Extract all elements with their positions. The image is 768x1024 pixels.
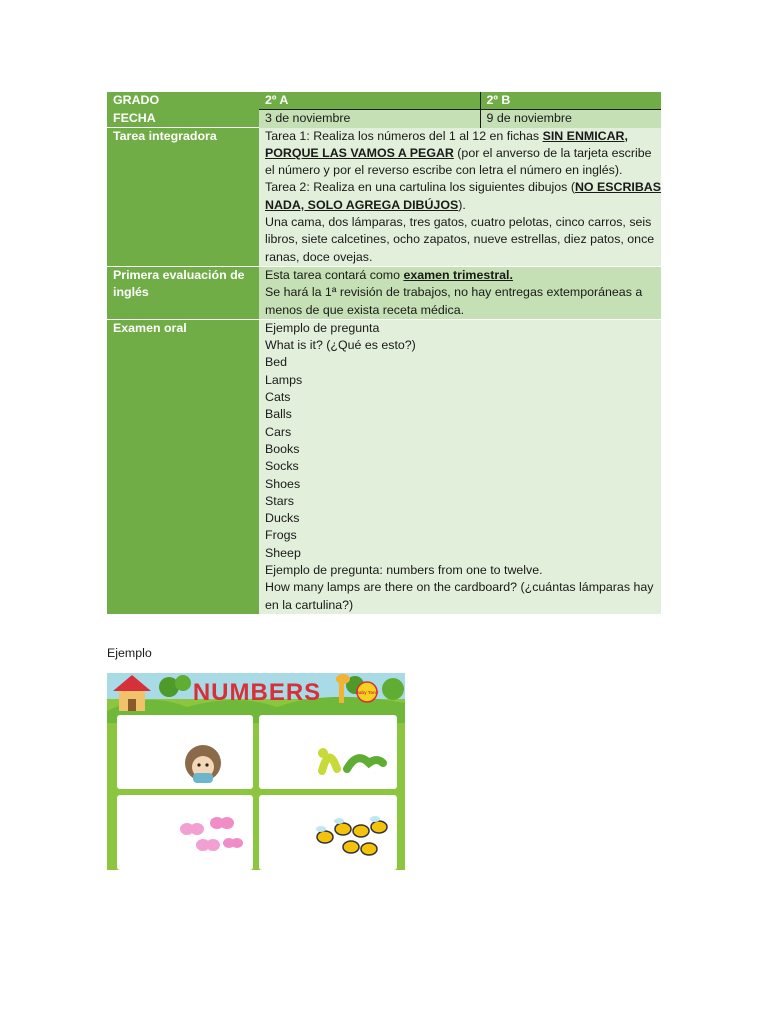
tarea-label: Tarea integradora: [107, 128, 259, 267]
oral-word: Sheep: [265, 545, 301, 560]
oral-word: Lamps: [265, 372, 303, 387]
badge-text: Baby Tony: [355, 690, 379, 695]
tarea-2-text: Tarea 2: Realiza en una cartulina los siguientes dibujos (: [265, 180, 575, 195]
row-grado: [107, 92, 661, 110]
tarea-1: [265, 128, 661, 180]
row-oral: [107, 319, 661, 614]
tarea-1-suffix: (por el anverso de la tarjeta escribe el número y por el reverso escribe con letra el número en inglés).: [265, 145, 652, 178]
row-fecha: [107, 110, 661, 128]
row-tarea: [107, 128, 661, 267]
oral-word: Cats: [265, 390, 291, 405]
oral-word: Cars: [265, 424, 292, 439]
eval-emphasis: examen trimestral.: [403, 267, 513, 282]
oral-word: Frogs: [265, 528, 297, 543]
ejemplo-label: Ejemplo: [107, 646, 152, 660]
oral-word: Ducks: [265, 511, 300, 526]
oral-word: Socks: [265, 459, 299, 474]
row-evaluacion: [107, 266, 661, 319]
poster-illustration: [107, 673, 405, 870]
tarea-1-emphasis: SIN ENMICAR, PORQUE LAS VAMOS A PEGAR: [265, 128, 628, 160]
eval-content: [259, 266, 661, 319]
oral-word: Stars: [265, 493, 294, 508]
grado-b: 2º B: [480, 92, 661, 110]
fecha-b: 9 de noviembre: [480, 110, 661, 128]
tarea-content: [259, 128, 661, 267]
eval-line-2: Se hará la 1ª revisión de trabajos, no hay entregas extemporáneas a menos de que exista receta médica.: [265, 285, 643, 317]
oral-line: What is it? (¿Qué es esto?): [265, 338, 416, 353]
oral-word: Bed: [265, 355, 288, 370]
oral-line: Ejemplo de pregunta: numbers from one to twelve.: [265, 563, 543, 578]
oral-word: Books: [265, 441, 300, 456]
oral-line: How many lamps are there on the cardboard? (¿cuántas lámparas hay en la cartulina?): [265, 580, 654, 612]
tarea-2-suffix: ).: [458, 197, 466, 212]
fecha-a: 3 de noviembre: [259, 110, 480, 128]
tarea-2: [265, 179, 661, 214]
eval-label: Primera evaluación de inglés: [107, 266, 259, 319]
oral-word: Shoes: [265, 476, 301, 491]
eval-line-1-text: Esta tarea contará como: [265, 267, 404, 282]
eval-line-1: [265, 267, 661, 284]
tarea-list: Una cama, dos lámparas, tres gatos, cuatro pelotas, cinco carros, seis libros, siete calcetines, ocho zapatos, nueve estrellas, diez patos, once ranas, doce ovejas.: [265, 215, 655, 264]
grado-a: 2º A: [259, 92, 480, 110]
tarea-1-text: Tarea 1: Realiza los números del 1 al 12 en fichas: [265, 128, 543, 143]
fecha-label: FECHA: [107, 110, 259, 128]
poster-title: NUMBERS: [192, 679, 322, 706]
numbers-poster-image: [107, 673, 405, 870]
homework-table: [107, 92, 661, 615]
oral-line: Ejemplo de pregunta: [265, 320, 380, 335]
oral-content: [259, 319, 661, 614]
card-cell: [117, 715, 253, 789]
tarea-2-emphasis: NO ESCRIBAS NADA, SOLO AGREGA DIBÚJOS: [265, 180, 662, 212]
oral-label: Examen oral: [107, 319, 259, 614]
card-cell: [259, 715, 397, 789]
oral-word: Balls: [265, 407, 292, 422]
grado-label: GRADO: [107, 92, 259, 110]
